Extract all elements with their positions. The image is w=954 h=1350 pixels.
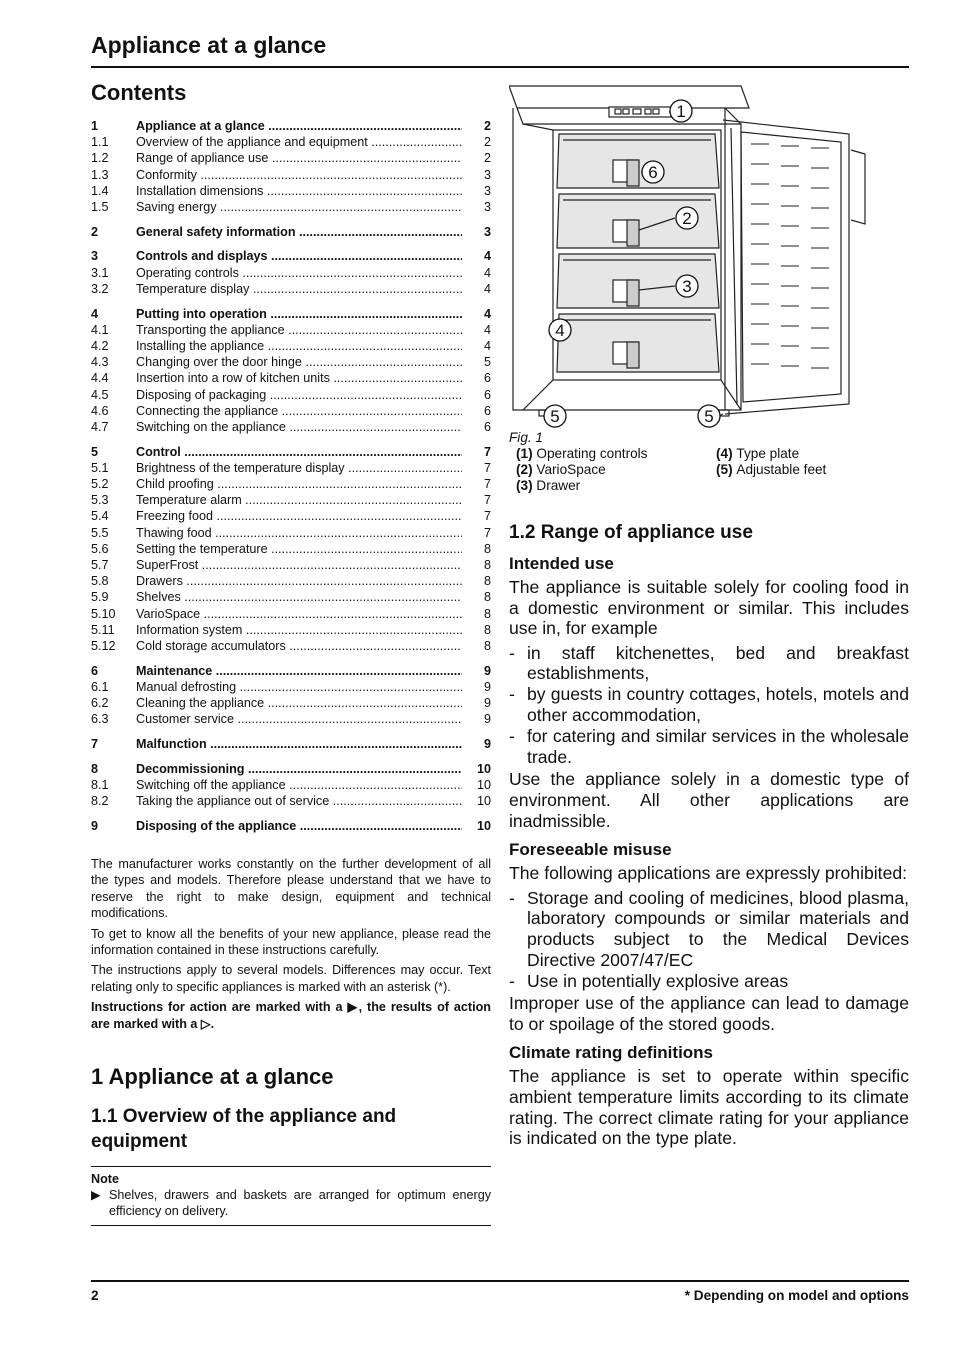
toc-entry <box>91 322 491 338</box>
toc-entry <box>91 509 491 525</box>
toc-entry <box>91 777 491 793</box>
toc-title: Thawing food ..... <box>136 525 462 541</box>
toc-entry <box>91 265 491 281</box>
toc-group <box>91 249 491 298</box>
toc-number: 5.3 <box>91 493 109 508</box>
toc-entry <box>91 736 491 752</box>
note-text: Shelves, drawers and baskets are arranged for optimum energy efficiency on delivery. <box>109 1187 491 1219</box>
toc-number: 4.6 <box>91 403 109 418</box>
toc-title: Appliance at a glance ..... <box>136 118 462 134</box>
caption-item: (1) Operating controls <box>516 446 648 461</box>
toc-group <box>91 663 491 728</box>
toc-title: Taking the appliance out of service ..... <box>136 793 462 809</box>
toc-entry <box>91 679 491 695</box>
domestic-use-text: Use the appliance solely in a domestic type of environment. All other applications are inadmissible. <box>509 769 909 831</box>
toc-page-number: 4 <box>483 306 491 321</box>
toc-page-number: 3 <box>483 224 491 239</box>
list-item: - in staff kitchenettes, bed and breakfast establishments, <box>509 642 909 684</box>
intro-paragraph: The manufacturer works constantly on the further development of all the types and models. Therefore please understand that we have to reserve the right to make design, equipment and technical modifications. <box>91 857 491 920</box>
toc-number: 4.5 <box>91 387 109 402</box>
toc-page-number: 6 <box>483 419 491 434</box>
toc-number: 5.12 <box>91 638 116 653</box>
callout-label: 5 <box>704 407 714 426</box>
toc-entry <box>91 249 491 265</box>
toc-page-number: 8 <box>483 541 491 556</box>
contents-heading: Contents <box>91 80 187 105</box>
appliance-figure <box>509 80 909 430</box>
toc-number: 5.10 <box>91 606 116 621</box>
toc-number: 5 <box>91 444 99 459</box>
toc-entry <box>91 403 491 419</box>
toc-number: 5.11 <box>91 622 115 637</box>
toc-title: Changing over the door hinge ..... <box>136 354 462 370</box>
action-arrow-icon: ▶ <box>91 1187 101 1202</box>
toc-page-number: 9 <box>483 663 491 678</box>
toc-number: 8.2 <box>91 794 109 809</box>
toc-number: 6 <box>91 663 99 678</box>
toc-entry <box>91 589 491 605</box>
toc-page-number: 7 <box>483 444 491 459</box>
toc-title: Malfunction ..... <box>136 736 462 752</box>
toc-page-number: 10 <box>476 794 491 809</box>
page-number: 2 <box>91 1288 99 1303</box>
toc-title: Saving energy ..... <box>136 199 462 215</box>
toc-entry <box>91 370 491 386</box>
page-header-title: Appliance at a glance <box>91 32 327 58</box>
result-arrow-icon: ▷ <box>200 1016 211 1031</box>
toc-title: Overview of the appliance and equipment ..... <box>136 134 462 150</box>
toc-page-number: 3 <box>483 199 491 214</box>
toc-entry <box>91 167 491 183</box>
note-box <box>91 1166 491 1227</box>
toc-number: 1.3 <box>91 167 109 182</box>
toc-number: 3 <box>91 249 99 264</box>
toc-title: Putting into operation ..... <box>136 306 462 322</box>
toc-number: 4.2 <box>91 339 109 354</box>
toc-page-number: 7 <box>483 460 491 475</box>
section-1-2-heading: 1.2 Range of appliance use <box>509 522 753 543</box>
misuse-text: The following applications are expressly prohibited: <box>509 863 908 884</box>
toc-page-number: 2 <box>483 135 491 150</box>
toc-page-number: 8 <box>483 558 491 573</box>
toc-page-number: 6 <box>483 387 491 402</box>
intended-use-text: The appliance is suitable solely for cooling food in a domestic environment or similar. This includes use in, for example <box>509 577 909 639</box>
toc-entry <box>91 573 491 589</box>
callout-label: 6 <box>648 163 658 182</box>
toc-group <box>91 818 491 834</box>
toc-entry <box>91 338 491 354</box>
toc-page-number: 8 <box>483 574 491 589</box>
toc-page-number: 7 <box>483 509 491 524</box>
misuse-list <box>509 888 909 991</box>
toc-number: 5.1 <box>91 460 109 475</box>
toc-title: Brightness of the temperature display ..... <box>136 460 462 476</box>
toc-entry <box>91 354 491 370</box>
toc-title: Disposing of packaging ..... <box>136 387 462 403</box>
toc-entry <box>91 622 491 638</box>
toc-title: Customer service ..... <box>136 711 462 727</box>
toc-entry <box>91 134 491 150</box>
toc-page-number: 10 <box>476 761 491 776</box>
toc-page-number: 10 <box>476 819 491 834</box>
toc-title: Temperature display ..... <box>136 281 462 297</box>
toc-page-number: 9 <box>483 737 491 752</box>
left-column <box>91 78 491 1226</box>
toc-entry <box>91 183 491 199</box>
toc-title: Control ..... <box>136 444 462 460</box>
toc-group <box>91 306 491 436</box>
toc-title: SuperFrost ..... <box>136 557 462 573</box>
misuse-heading: Foreseeable misuse <box>509 840 672 860</box>
toc-page-number: 4 <box>483 322 491 337</box>
toc-title: Setting the temperature ..... <box>136 541 462 557</box>
improper-use-text: Improper use of the appliance can lead to damage to or spoilage of the stored goods. <box>509 993 909 1034</box>
freezer-illustration <box>509 80 909 430</box>
toc-number: 6.3 <box>91 712 109 727</box>
caption-item: (3) Drawer <box>516 478 581 493</box>
toc-title: Decommissioning ..... <box>136 761 462 777</box>
toc-entry <box>91 663 491 679</box>
toc-number: 7 <box>91 737 99 752</box>
toc-number: 5.5 <box>91 525 109 540</box>
toc-page-number: 7 <box>483 525 491 540</box>
caption-item: (5) Adjustable feet <box>716 462 827 477</box>
toc-number: 2 <box>91 224 99 239</box>
toc-entry <box>91 606 491 622</box>
toc-page-number: 9 <box>483 679 491 694</box>
toc-title: Cold storage accumulators ..... <box>136 638 462 654</box>
callout-label: 1 <box>676 102 686 121</box>
note-title: Note <box>91 1171 119 1186</box>
toc-number: 1.4 <box>91 183 109 198</box>
toc-number: 4 <box>91 306 99 321</box>
toc-page-number: 8 <box>483 590 491 605</box>
intro-text <box>91 856 491 1032</box>
toc-page-number: 9 <box>483 712 491 727</box>
toc-group <box>91 736 491 752</box>
toc-number: 5.7 <box>91 558 109 573</box>
toc-title: Operating controls ..... <box>136 265 462 281</box>
toc-title: Shelves ..... <box>136 589 462 605</box>
toc-page-number: 4 <box>483 339 491 354</box>
toc-title: Range of appliance use ..... <box>136 150 462 166</box>
toc-number: 1.5 <box>91 199 109 214</box>
toc-title: Insertion into a row of kitchen units ..... <box>136 370 462 386</box>
toc-title: Information system ..... <box>136 622 462 638</box>
toc-group <box>91 224 491 240</box>
toc-page-number: 8 <box>483 606 491 621</box>
footer-note: * Depending on model and options <box>684 1288 909 1303</box>
toc-page-number: 4 <box>483 265 491 280</box>
toc-entry <box>91 118 491 134</box>
toc-number: 1 <box>91 118 99 133</box>
toc-entry <box>91 818 491 834</box>
toc-page-number: 3 <box>483 183 491 198</box>
toc-title: Maintenance ..... <box>136 663 462 679</box>
toc-title: Transporting the appliance ..... <box>136 322 462 338</box>
callout-label: 2 <box>682 209 692 228</box>
climate-text: The appliance is set to operate within specific ambient temperature limits according to its climate rating. The correct climate rating for your appliance is indicated on the type plate. <box>509 1066 909 1149</box>
toc-number: 9 <box>91 819 99 834</box>
intro-paragraph: To get to know all the benefits of your new appliance, please read the information contained in these instructions carefully. <box>91 926 491 957</box>
action-marker-paragraph: Instructions for action are marked with a ▶, the results of action are marked with a ▷. <box>91 1000 492 1031</box>
toc-entry <box>91 444 491 460</box>
figure-caption <box>509 430 909 494</box>
toc-entry <box>91 541 491 557</box>
toc-page-number: 10 <box>476 778 491 793</box>
toc-entry <box>91 492 491 508</box>
toc-entry <box>91 638 491 654</box>
toc-number: 1.2 <box>91 151 109 166</box>
toc-page-number: 8 <box>483 622 491 637</box>
toc-number: 4.7 <box>91 419 109 434</box>
toc-entry <box>91 525 491 541</box>
toc-number: 4.1 <box>91 322 109 337</box>
toc-title: Installing the appliance ..... <box>136 338 462 354</box>
page-footer <box>91 1280 909 1303</box>
toc-title: Temperature alarm ..... <box>136 492 462 508</box>
list-item: - for catering and similar services in the wholesale trade. <box>509 726 909 767</box>
toc-entry <box>91 387 491 403</box>
toc-title: Child proofing ..... <box>136 476 462 492</box>
climate-heading: Climate rating definitions <box>509 1043 714 1063</box>
table-of-contents <box>91 118 491 834</box>
list-item: - Storage and cooling of medicines, blood plasma, laboratory compounds or similar materials and products subject to the Medical Devices Directive 2007/47/EC <box>509 887 909 970</box>
toc-page-number: 6 <box>483 371 491 386</box>
toc-title: Switching off the appliance ..... <box>136 777 462 793</box>
toc-entry <box>91 711 491 727</box>
toc-entry <box>91 557 491 573</box>
toc-number: 5.9 <box>91 590 109 605</box>
toc-number: 5.8 <box>91 574 109 589</box>
caption-item: (4) Type plate <box>716 446 800 461</box>
toc-number: 3.2 <box>91 281 109 296</box>
toc-page-number: 8 <box>483 638 491 653</box>
toc-title: Manual defrosting ..... <box>136 679 462 695</box>
section-1-heading: 1 Appliance at a glance <box>91 1063 334 1089</box>
toc-entry <box>91 793 491 809</box>
list-item: - Use in potentially explosive areas <box>509 970 789 991</box>
toc-page-number: 3 <box>483 167 491 182</box>
callout-label: 5 <box>550 407 560 426</box>
toc-title: Conformity ..... <box>136 167 462 183</box>
toc-group <box>91 444 491 654</box>
figure-label: Fig. 1 <box>509 430 543 445</box>
toc-entry <box>91 761 491 777</box>
page-header <box>91 28 909 68</box>
toc-entry <box>91 281 491 297</box>
intended-use-list <box>509 643 909 768</box>
toc-page-number: 9 <box>483 696 491 711</box>
toc-page-number: 4 <box>483 249 491 264</box>
toc-number: 6.1 <box>91 679 109 694</box>
toc-number: 5.2 <box>91 477 109 492</box>
toc-entry <box>91 419 491 435</box>
toc-page-number: 7 <box>483 493 491 508</box>
section-1-1-heading: 1.1 Overview of the appliance and equipment <box>91 1105 397 1152</box>
toc-number: 4.4 <box>91 371 109 386</box>
toc-group <box>91 761 491 810</box>
right-column <box>509 80 909 1149</box>
toc-title: Freezing food ..... <box>136 508 462 524</box>
toc-entry <box>91 150 491 166</box>
toc-title: General safety information ..... <box>136 224 462 240</box>
toc-entry <box>91 199 491 215</box>
toc-title: VarioSpace ..... <box>136 606 462 622</box>
toc-page-number: 7 <box>483 477 491 492</box>
toc-entry <box>91 460 491 476</box>
toc-title: Controls and displays ..... <box>136 248 462 264</box>
toc-entry <box>91 224 491 240</box>
intended-use-heading: Intended use <box>509 554 614 573</box>
toc-title: Disposing of the appliance ..... <box>136 818 462 834</box>
toc-number: 3.1 <box>91 265 109 280</box>
toc-title: Connecting the appliance ..... <box>136 403 462 419</box>
toc-number: 5.4 <box>91 509 109 524</box>
toc-number: 4.3 <box>91 355 109 370</box>
intro-paragraph: The instructions apply to several models. Differences may occur. Text relating only to specific appliances is marked with an asterisk (*). <box>91 963 491 994</box>
toc-group <box>91 118 491 215</box>
toc-number: 5.6 <box>91 541 109 556</box>
list-item: - by guests in country cottages, hotels, motels and other accommodation, <box>509 684 909 726</box>
action-arrow-icon: ▶ <box>347 1000 359 1015</box>
toc-entry <box>91 695 491 711</box>
callout-label: 4 <box>555 321 565 340</box>
toc-entry <box>91 476 491 492</box>
toc-title: Switching on the appliance ..... <box>136 419 462 435</box>
toc-number: 6.2 <box>91 696 109 711</box>
toc-page-number: 5 <box>483 355 491 370</box>
toc-number: 8.1 <box>91 778 109 793</box>
toc-page-number: 6 <box>483 403 491 418</box>
toc-title: Installation dimensions ..... <box>136 183 462 199</box>
callout-label: 3 <box>682 277 692 296</box>
toc-page-number: 2 <box>483 118 491 133</box>
toc-title: Cleaning the appliance ..... <box>136 695 462 711</box>
toc-page-number: 2 <box>483 151 491 166</box>
toc-entry <box>91 306 491 322</box>
caption-item: (2) VarioSpace <box>516 462 606 477</box>
toc-page-number: 4 <box>483 281 491 296</box>
toc-number: 1.1 <box>91 135 109 150</box>
toc-title: Drawers ..... <box>136 573 462 589</box>
toc-number: 8 <box>91 761 99 776</box>
